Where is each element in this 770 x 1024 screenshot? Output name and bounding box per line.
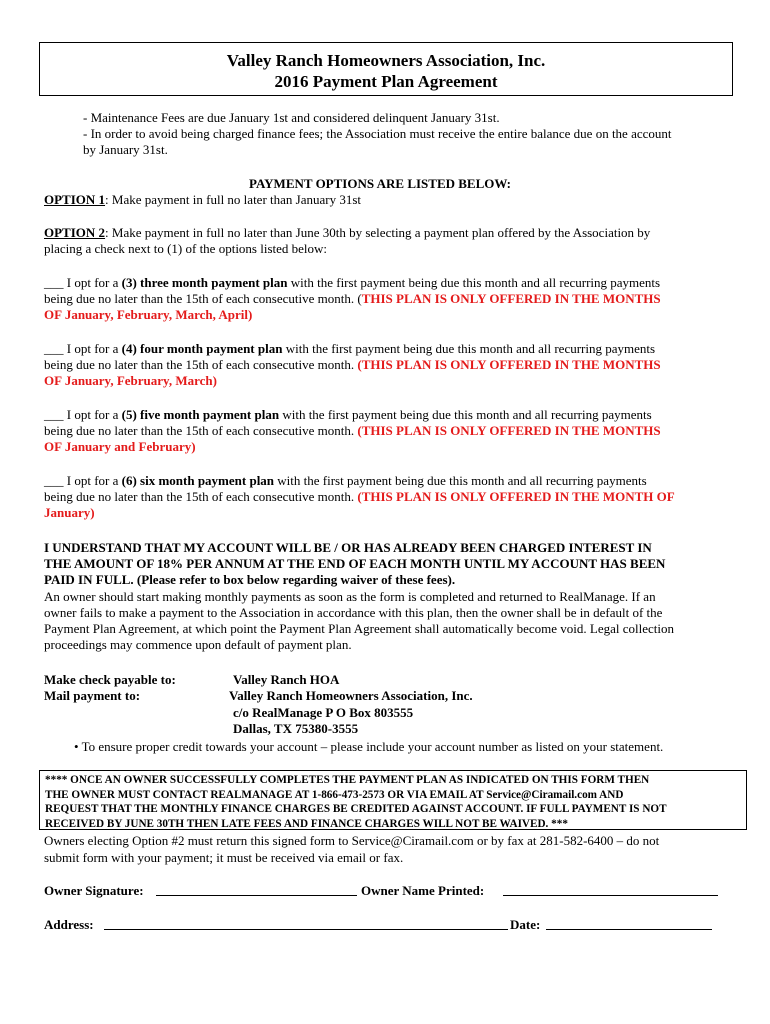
- waiver-notice-box: [39, 770, 747, 830]
- plan-name: (6) six month payment plan: [121, 473, 275, 488]
- intro-bullet-2: - In order to avoid being charged finance fees; the Association must receive the entire balance due on the account: [83, 126, 672, 141]
- plan-restriction-months: OF January, February, March): [44, 373, 217, 388]
- plan-restriction: (THIS PLAN IS ONLY OFFERED IN THE MONTH OF: [357, 489, 675, 504]
- waiver-line-1: **** ONCE AN OWNER SUCCESSFULLY COMPLETES THE PAYMENT PLAN AS INDICATED ON THIS FORM THEN: [45, 774, 650, 786]
- owner-name-field[interactable]: [503, 884, 718, 896]
- interest-notice-line-1: I UNDERSTAND THAT MY ACCOUNT WILL BE / OR HAS ALREADY BEEN CHARGED INTEREST IN: [44, 540, 652, 555]
- option-1: [44, 192, 361, 209]
- mail-address-line-1: Valley Ranch Homeowners Association, Inc.: [229, 688, 473, 703]
- plan-restriction: (THIS PLAN IS ONLY OFFERED IN THE MONTHS: [357, 357, 661, 372]
- plan-restriction: (THIS PLAN IS ONLY OFFERED IN THE MONTHS: [357, 423, 661, 438]
- default-paragraph-line-4: proceedings may commence upon default of payment plan.: [44, 637, 352, 652]
- options-heading: PAYMENT OPTIONS ARE LISTED BELOW:: [249, 176, 511, 191]
- document-title: Valley Ranch Homeowners Association, Inc.: [226, 51, 546, 70]
- plan-description: with the first payment being due this month and all recurring payments: [282, 341, 656, 356]
- mail-address-line-3: Dallas, TX 75380-3555: [233, 721, 359, 736]
- payable-to-value: Valley Ranch HOA: [233, 672, 340, 687]
- option-2-text: : Make payment in full no later than June 30th by selecting a payment plan offered by the Association by: [105, 225, 651, 240]
- owner-signature-field[interactable]: [156, 884, 357, 896]
- option-1-label: OPTION 1: [44, 192, 106, 207]
- plan-checkbox-blank[interactable]: ___ I opt for a: [44, 341, 122, 356]
- plan-checkbox-blank[interactable]: ___ I opt for a: [44, 275, 122, 290]
- plan-description-cont: being due no later than the 15th of each consecutive month.: [44, 357, 358, 372]
- waiver-line-2: THE OWNER MUST CONTACT REALMANAGE AT 1-866-473-2573 OR VIA EMAIL AT Service@Ciramail.com AND: [45, 788, 624, 801]
- owner-signature-label: Owner Signature:: [44, 883, 144, 898]
- credit-note: • To ensure proper credit towards your account – please include your account number as listed on your statement.: [74, 739, 664, 754]
- return-note-line-2: submit form with your payment; it must be received via email or fax.: [44, 850, 404, 865]
- plan-name: (3) three month payment plan: [121, 275, 288, 290]
- return-note-line-1: Owners electing Option #2 must return this signed form to Service@Ciramail.com or by fax at 281-582-6400 – do not: [44, 833, 660, 848]
- plan-name: (5) five month payment plan: [121, 407, 280, 422]
- plan-description: with the first payment being due this month and all recurring payments: [274, 473, 647, 488]
- plan-description-cont: being due no later than the 15th of each consecutive month.: [44, 489, 358, 504]
- default-paragraph-line-1: An owner should start making monthly payments as soon as the form is completed and returned to RealManage. If an: [44, 589, 656, 604]
- plan-description: with the first payment being due this month and all recurring payments: [287, 275, 661, 290]
- default-paragraph-line-3: Payment Plan Agreement, at which point the Payment Plan Agreement shall automatically become void. Legal collection: [44, 621, 674, 636]
- document-subtitle: 2016 Payment Plan Agreement: [274, 72, 498, 91]
- plan-checkbox-blank[interactable]: ___ I opt for a: [44, 407, 122, 422]
- mail-to-label: Mail payment to:: [44, 688, 141, 703]
- plan-description-cont: being due no later than the 15th of each consecutive month. (: [44, 291, 362, 306]
- option-2: [44, 225, 650, 242]
- interest-notice-line-3: PAID IN FULL. (Please refer to box below regarding waiver of these fees).: [44, 572, 456, 587]
- plan-name: (4) four month payment plan: [121, 341, 283, 356]
- owner-name-label: Owner Name Printed:: [361, 883, 485, 898]
- plan-description-cont: being due no later than the 15th of each consecutive month.: [44, 423, 358, 438]
- plan-description: with the first payment being due this month and all recurring payments: [279, 407, 652, 422]
- address-label: Address:: [44, 917, 94, 932]
- date-label: Date:: [510, 917, 541, 932]
- interest-notice-line-2: THE AMOUNT OF 18% PER ANNUM AT THE END OF EACH MONTH UNTIL MY ACCOUNT HAS BEEN: [44, 556, 666, 571]
- mail-address-line-2: c/o RealManage P O Box 803555: [233, 705, 414, 720]
- title-box: [39, 42, 733, 96]
- option-2-text-cont: placing a check next to (1) of the options listed below:: [44, 241, 328, 256]
- plan-checkbox-blank[interactable]: ___ I opt for a: [44, 473, 122, 488]
- waiver-line-3: REQUEST THAT THE MONTHLY FINANCE CHARGES BE CREDITED AGAINST ACCOUNT. IF FULL PAYMENT IS NOT: [45, 803, 667, 816]
- plan-restriction-months: January): [44, 505, 95, 520]
- intro-bullet-1: - Maintenance Fees are due January 1st and considered delinquent January 31st.: [83, 110, 500, 125]
- default-paragraph-line-2: owner fails to make a payment to the Association in accordance with this plan, then the owner shall be in default of the: [44, 605, 663, 620]
- plan-restriction-months: OF January, February, March, April): [44, 307, 253, 322]
- payable-to-label: Make check payable to:: [44, 672, 176, 687]
- option-2-label: OPTION 2: [44, 225, 106, 240]
- date-field[interactable]: [546, 918, 712, 930]
- plan-restriction-months: OF January and February): [44, 439, 196, 454]
- address-field[interactable]: [104, 918, 508, 930]
- waiver-line-4: RECEIVED BY JUNE 30TH THEN LATE FEES AND FINANCE CHARGES WILL NOT BE WAIVED. ***: [45, 817, 568, 830]
- option-1-text: : Make payment in full no later than January 31st: [105, 192, 362, 207]
- plan-restriction: THIS PLAN IS ONLY OFFERED IN THE MONTHS: [361, 291, 661, 306]
- intro-bullet-2-cont: by January 31st.: [83, 142, 168, 157]
